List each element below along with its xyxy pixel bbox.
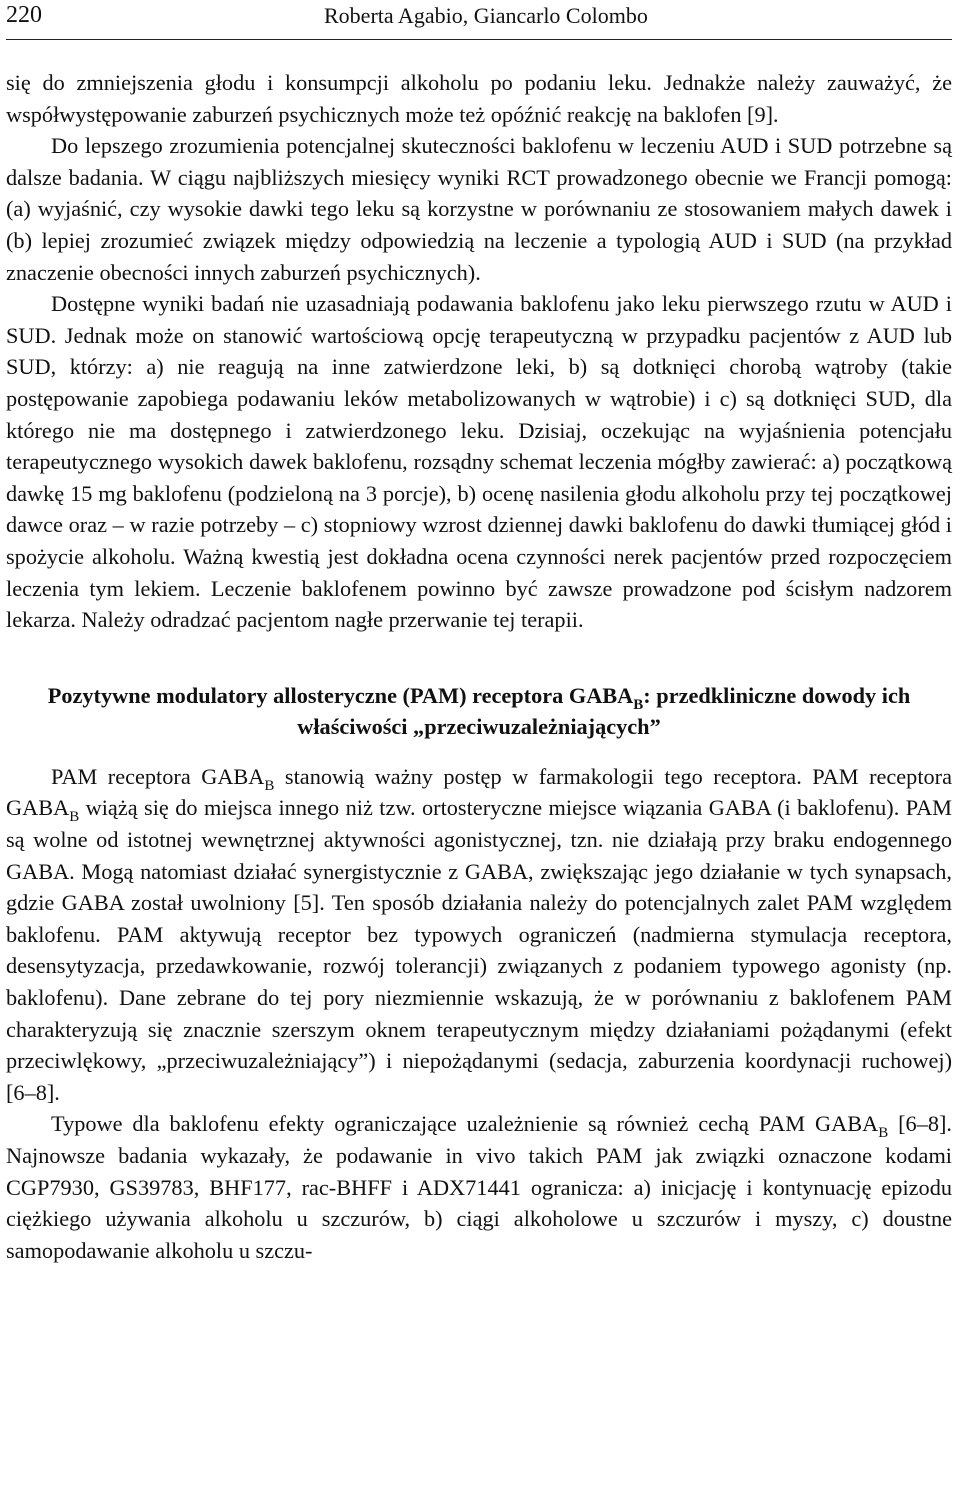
pam-intro-text-c: wiążą się do miejsca innego niż tzw. ortosteryczne miejsce wiązania GABA (i baklofenu). PAM są wolne od istotnej wewnętrznej aktywności agonistycznej, tzn. nie działają przy braku endogennego GABA. Mogą natomiast działać synergistycznie z GABA, zwiększając jego działanie w tych synapsach, gdzie GABA został uwolniony [5]. Ten sposób działania należy do potencjalnych zalet PAM względem baklofenu. PAM aktywują receptor bez typowych ograniczeń (nadmierna stymulacja receptora, desensytyzacja, przedawkowanie, rozwój tolerancji) związanych z podaniem typowego agonisty (np. baklofenu). Dane zebrane do tej pory niezmiennie wskazują, że w porównaniu z baklofenem PAM charakteryzują się znacznie szerszym oknem terapeutycznym między działaniami pożądanymi (efekt przeciwlękowy, „przeciwuzależniający”) i niepożądanymi (sedacja, zaburzenia koordynacji ruchowej) [6–8]. [6,795,952,1105]
heading-text-part2: : przedkliniczne dowody ich właściwości „przeciwuzależniających” [297,682,911,740]
article-body [6,67,952,1266]
paragraph-pam-intro [6,761,952,1109]
pam-intro-subscript-2: B [69,809,80,826]
page-header [6,0,952,40]
pam-effects-text-b: [6–8]. Najnowsze badania wykazały, że podawanie in vivo takich PAM jak związki oznaczone kodami CGP7930, GS39783, BHF177, rac-BHFF i ADX71441 ogranicza: a) inicjację i kontynuację epizodu ciężkiego używania alkoholu u szczurów, b) ciągi alkoholowe u szczurów i myszy, c) doustne samopodawanie alkoholu u szczu- [6,1111,952,1263]
running-title: Roberta Agabio, Giancarlo Colombo [324,3,648,28]
section-heading [6,680,952,743]
paragraph-clinical-recommendation: Dostępne wyniki badań nie uzasadniają podawania baklofenu jako leku pierwszego rzutu w AUD i SUD. Jednak może on stanowić wartościową opcję terapeutyczną w przypadku pacjentów z AUD lub SUD, którzy: a) nie reagują na inne zatwierdzone leki, b) są dotknięci chorobą wątroby (takie postępowanie zapobiega podawaniu leków metabolizowanych w wątrobie) i c) są dotknięci SUD, dla którego nie ma dostępnego i zatwierdzonego leku. Dzisiaj, oczekując na wyjaśnienia potencjału terapeutycznego wysokich dawek baklofenu, rozsądny schemat leczenia mógłby zawierać: a) początkową dawkę 15 mg baklofenu (podzieloną na 3 porcje), b) ocenę nasilenia głodu alkoholu przy tej początkowej dawce oraz – w razie potrzeby – c) stopniowy wzrost dziennej dawki baklofenu do dawki tłumiącej głód i spożycie alkoholu. Ważną kwestią jest dokładna ocena czynności nerek pacjentów przed rozpoczęciem leczenia tym lekiem. Leczenie baklofenem powinno być zawsze prowadzone pod ścisłym nadzorem lekarza. Należy odradzać pacjentom nagłe przerwanie tej terapii. [6,291,952,633]
pam-intro-subscript-1: B [264,777,275,794]
paragraph-pam-effects [6,1108,952,1266]
heading-subscript: B [633,696,644,713]
page-number: 220 [6,2,42,28]
pam-intro-text-b: stanowią ważny postęp w farmakologii tego receptora. PAM receptora GABA [6,763,952,821]
heading-text-part1: Pozytywne modulatory allosteryczne (PAM) receptora GABA [47,682,634,708]
pam-effects-text-a: Typowe dla baklofenu efekty ograniczające uzależnienie są również cechą PAM GABA [51,1111,879,1137]
pam-intro-text-a: PAM receptora GABA [51,763,265,789]
paragraph-continuation: się do zmniejszenia głodu i konsumpcji alkoholu po podaniu leku. Jednakże należy zauważyć, że współwystępowanie zaburzeń psychicznych może też opóźnić reakcję na baklofen [9]. [6,70,952,127]
header-rule [6,39,952,40]
paragraph-further-research: Do lepszego zrozumienia potencjalnej skuteczności baklofenu w leczeniu AUD i SUD potrzebne są dalsze badania. W ciągu najbliższych miesięcy wyniki RCT prowadzonego obecnie we Francji pomogą: (a) wyjaśnić, czy wysokie dawki tego leku są korzystne w porównaniu ze stosowaniem małych dawek i (b) lepiej zrozumieć związek między odpowiedzią na leczenie a typologią AUD i SUD (na przykład znaczenie obecności innych zaburzeń psychicznych). [6,133,952,285]
pam-effects-subscript: B [878,1125,889,1142]
